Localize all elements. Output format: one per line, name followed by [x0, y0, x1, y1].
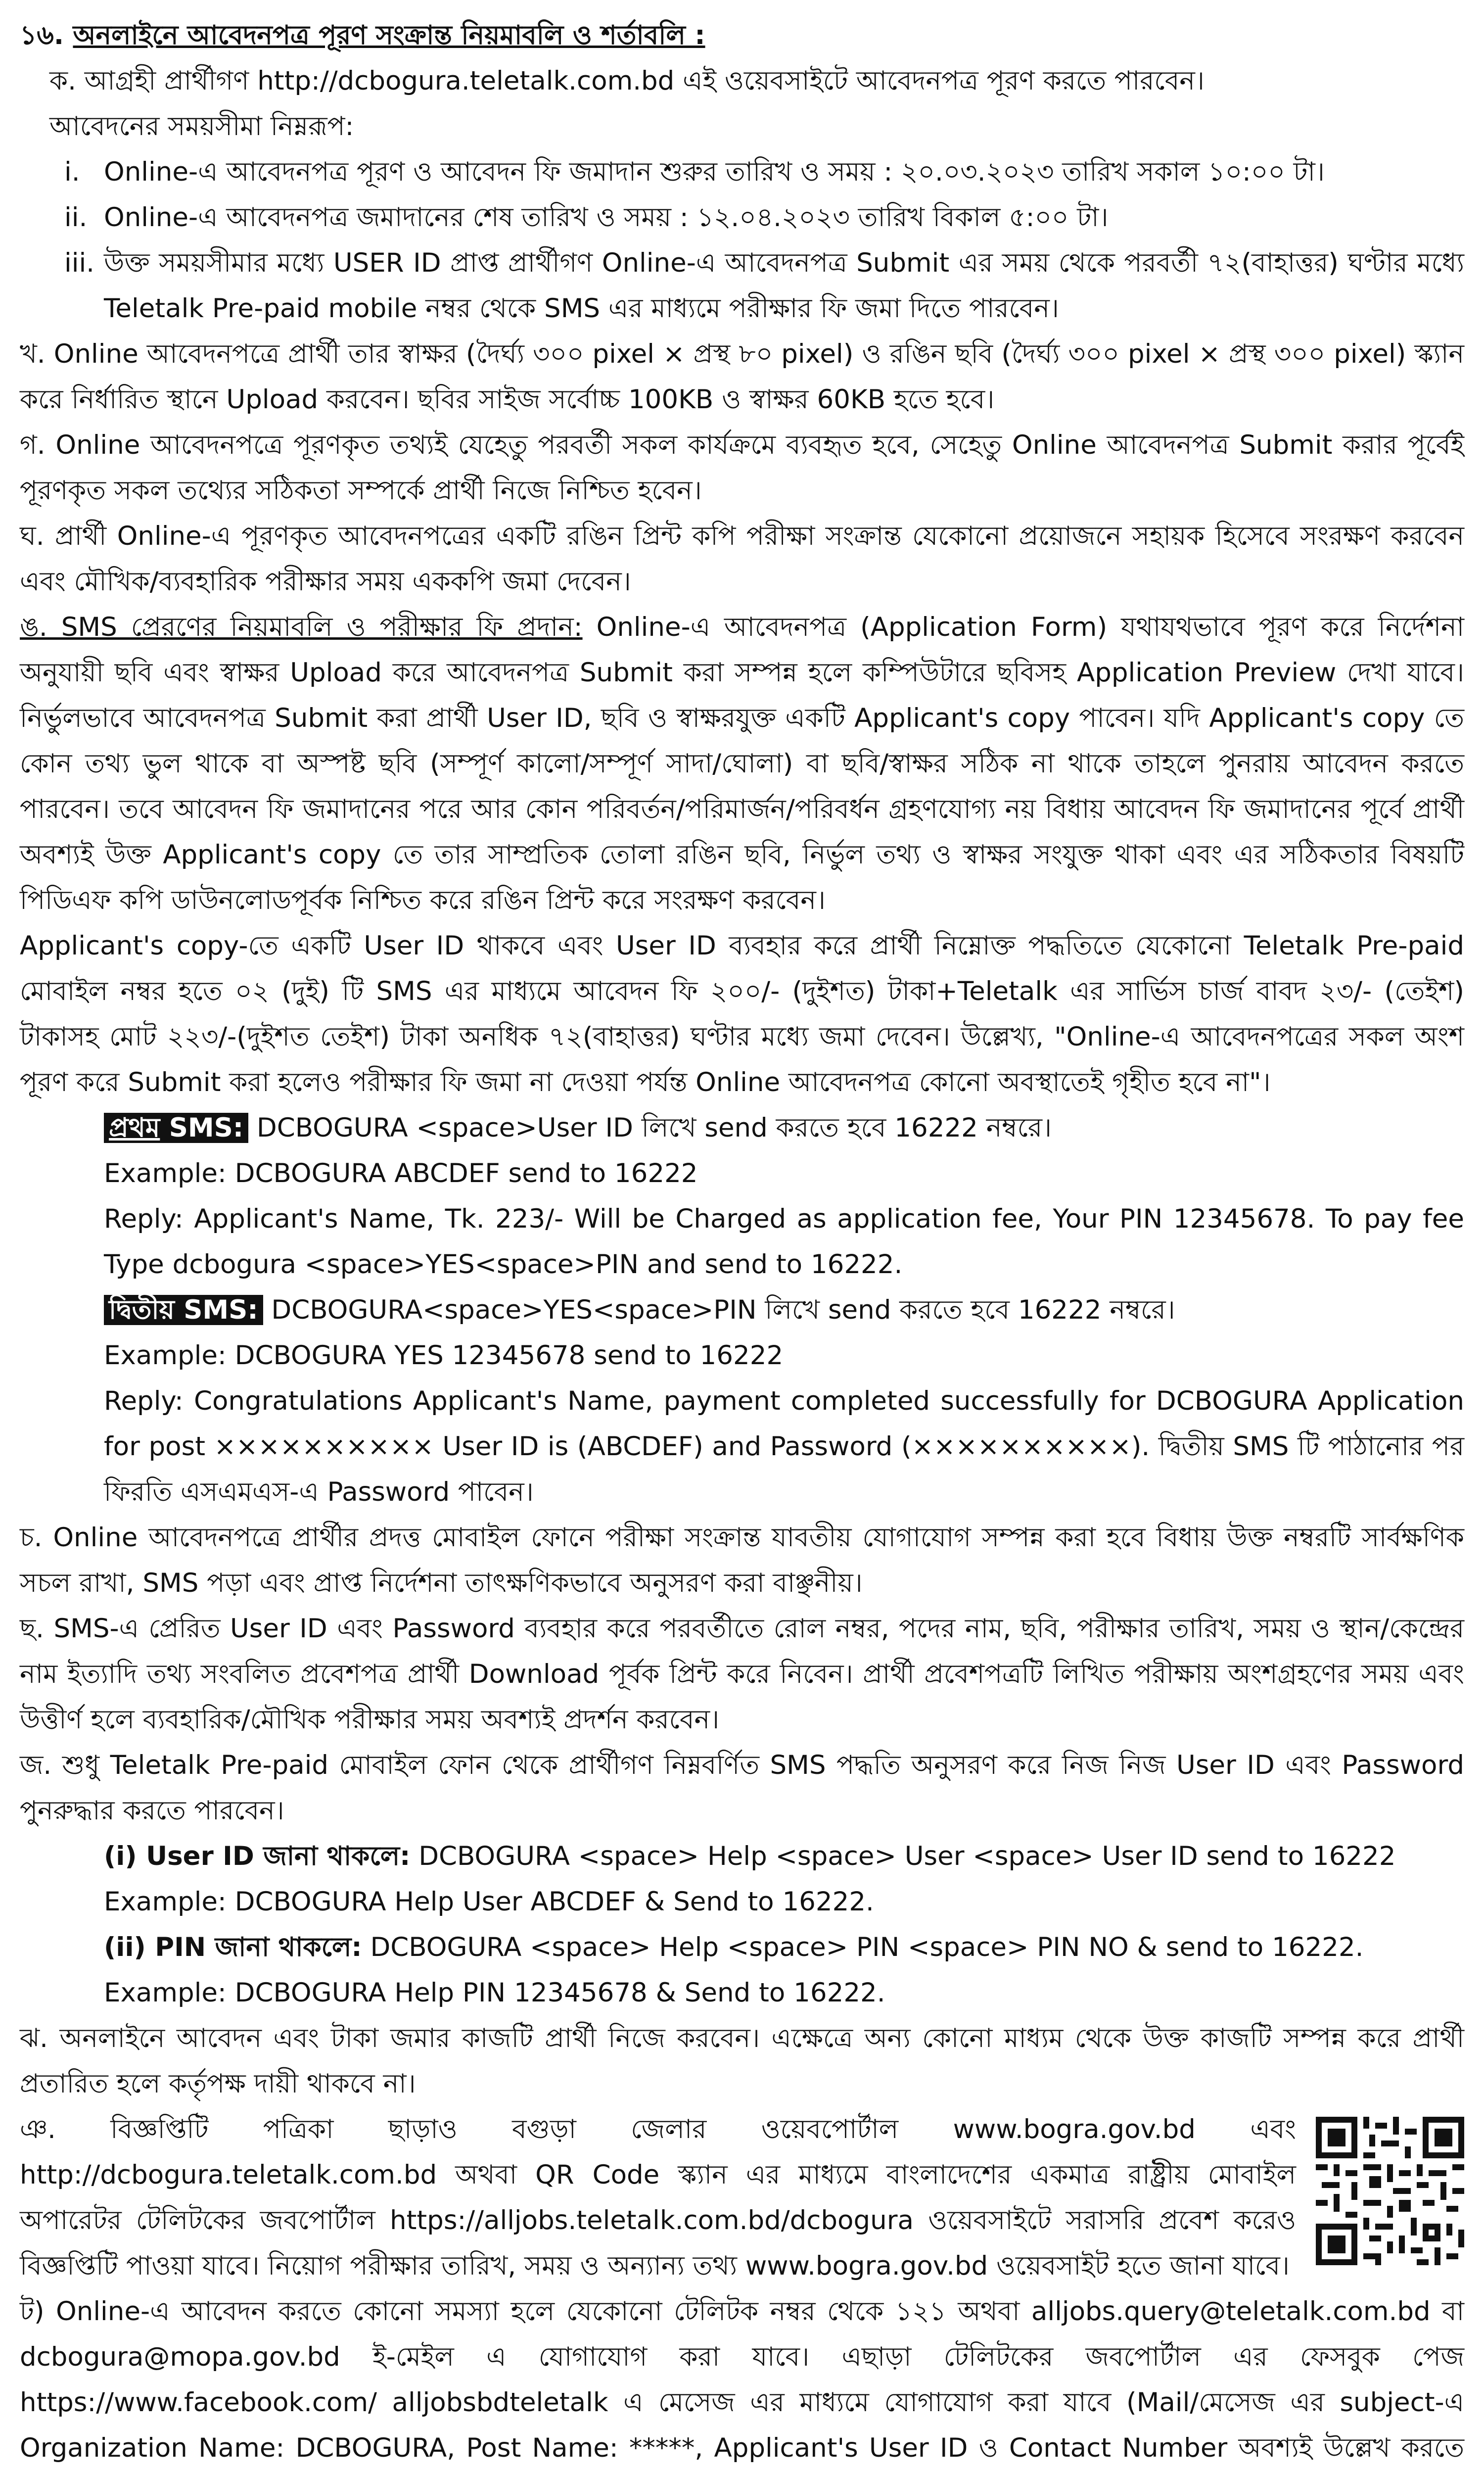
- time-item-text: উক্ত সময়সীমার মধ্যে USER ID প্রাপ্ত প্রার্থীগণ Online-এ আবেদনপত্র Submit এর সময় থেকে পরবর্তী ৭২(বাহাত্তর) ঘণ্টার মধ্যে Teletalk Pre-paid mobile নম্বর থেকে SMS এর মাধ্যমে পরীক্ষার ফি জমা দিতে পারবেন।: [104, 248, 1464, 324]
- sms-first-badge: [104, 1113, 248, 1143]
- clause-umo-text: Online-এ আবেদনপত্র (Application Form) যথাযথভাবে পূরণ করে নির্দেশনা অনুযায়ী ছবি এবং স্বাক্ষর Upload করে আবেদনপত্র Submit করা সম্পন্ন হলে কম্পিউটারে ছবিসহ Application Preview দেখা যাবে। নির্ভুলভাবে আবেদনপত্র Submit করা প্রার্থী User ID, ছবি ও স্বাক্ষরযুক্ত একটি Applicant's copy পাবেন। যদি Applicant's copy তে কোন তথ্য ভুল থাকে বা অস্পষ্ট ছবি (সম্পূর্ণ কালো/সম্পূর্ণ সাদা/ঘোলা) বা ছবি/স্বাক্ষর সঠিক না থাকে তাহলে পুনরায় আবেদন করতে পারবেন। তবে আবেদন ফি জমাদানের পরে আর কোন পরিবর্তন/পরিমার্জন/পরিবর্ধন গ্রহণযোগ্য নয় বিধায় আবেদন ফি জমাদানের পূর্বে প্রার্থী অবশ্যই উক্ত Applicant's copy তে তার সাম্প্রতিক তোলা রঙিন ছবি, নির্ভুল তথ্য ও স্বাক্ষর সংযুক্ত থাকা এবং এর সঠিকতার বিষয়টি পিডিএফ কপি ডাউনলোডপূর্বক নিশ্চিত করে রঙিন প্রিন্ট করে সংরক্ষণ করবেন।: [20, 612, 1464, 915]
- time-intro: আবেদনের সময়সীমা নিম্নরূপ:: [49, 111, 354, 142]
- section-title-text: অনলাইনে আবেদনপত্র পূরণ সংক্রান্ত নিয়মাবলি ও শর্তাবলি :: [73, 20, 705, 50]
- applicant-copy-paragraph: Applicant's copy-তে একটি User ID থাকবে এবং User ID ব্যবহার করে প্রার্থী নিম্নোক্ত পদ্ধতিতে যেকোনো Teletalk Pre-paid মোবাইল নম্বর হতে ০২ (দুই) টি SMS এর মাধ্যমে আবেদন ফি ২০০/- (দুইশত) টাকা+Teletalk এর সার্ভিস চার্জ বাবদ ২৩/- (তেইশ) টাকাসহ মোট ২২৩/-(দুইশত তেইশ) টাকা অনধিক ৭২(বাহাত্তর) ঘণ্টার মধ্যে জমা দেবেন। উল্লেখ্য, "Online-এ আবেদনপত্রের সকল অংশ পূরণ করে Submit করা হলেও পরীক্ষার ফি জমা না দেওয়া পর্যন্ত Online আবেদনপত্র কোনো অবস্থাতেই গৃহীত হবে না"।: [20, 931, 1464, 1097]
- clause-jha: ঝ. অনলাইনে আবেদন এবং টাকা জমার কাজটি প্রার্থী নিজে করবেন। এক্ষেত্রে অন্য কোনো মাধ্যম থেকে উক্ত কাজটি সম্পন্ন করে প্রার্থী প্রতারিত হলে কর্তৃপক্ষ দায়ী থাকবে না।: [20, 2023, 1464, 2099]
- clause-nya: ঞ. বিজ্ঞপ্তিটি পত্রিকা ছাড়াও বগুড়া জেলার ওয়েবপোর্টাল www.bogra.gov.bd এবং http://dcbogura.teletalk.com.bd অথবা QR Code স্ক্যান এর মাধ্যমে বাংলাদেশের একমাত্র রাষ্ট্রীয় মোবাইল অপারেটর টেলিটকের জবপোর্টাল https://alljobs.teletalk.com.bd/dcbogura ওয়েবসাইটে সরাসরি প্রবেশ করেও বিজ্ঞপ্তিটি পাওয়া যাবে। নিয়োগ পরীক্ষার তারিখ, সময় ও অন্যান্য তথ্য www.bogra.gov.bd ওয়েবসাইট হতে জানা যাবে।: [20, 2114, 1296, 2281]
- clause-nya-row: [20, 2107, 1464, 2289]
- section-number: ১৬.: [20, 20, 64, 50]
- section-title: [20, 13, 1464, 58]
- clause-chha: ছ. SMS-এ প্রেরিত User ID এবং Password ব্যবহার করে পরবর্তীতে রোল নম্বর, পদের নাম, ছবি, পরীক্ষার তারিখ, সময় ও স্থান/কেন্দ্রের নাম ইত্যাদি তথ্য সংবলিত প্রবেশপত্র প্রার্থী Download পূর্বক প্রিন্ট করে নিবেন। প্রার্থী প্রবেশপত্রটি লিখিত পরীক্ষায় অংশগ্রহণের সময় এবং উত্তীর্ণ হলে ব্যবহারিক/মৌখিক পরীক্ষার সময় অবশ্যই প্রদর্শন করবেন।: [20, 1614, 1464, 1735]
- clause-umo: [20, 605, 1464, 923]
- recover-pin-text: DCBOGURA <space> Help <space> PIN <space> PIN NO & send to 16222.: [362, 1932, 1364, 1962]
- recover-user-id-example: Example: DCBOGURA Help User ABCDEF & Send to 16222.: [104, 1887, 874, 1917]
- sms-second-example: Example: DCBOGURA YES 12345678 send to 16222: [104, 1340, 784, 1371]
- clause-gha: ঘ. প্রার্থী Online-এ পূরণকৃত আবেদনপত্রের একটি রঙিন প্রিন্ট কপি পরীক্ষা সংক্রান্ত যেকোনো প্রয়োজনে সহায়ক হিসেবে সংরক্ষণ করবেন এবং মৌখিক/ব্যবহারিক পরীক্ষার সময় এককপি জমা দেবেন।: [20, 521, 1464, 597]
- clause-kha: খ. Online আবেদনপত্রে প্রার্থী তার স্বাক্ষর (দৈর্ঘ্য ৩০০ pixel × প্রস্থ ৮০ pixel) ও রঙিন ছবি (দৈর্ঘ্য ৩০০ pixel × প্রস্থ ৩০০ pixel) স্ক্যান করে নির্ধারিত স্থানে Upload করবেন। ছবির সাইজ সর্বোচ্চ 100KB ও স্বাক্ষর 60KB হতে হবে।: [20, 339, 1464, 415]
- recover-user-id-text: DCBOGURA <space> Help <space> User <space> User ID send to 16222: [410, 1841, 1396, 1871]
- sms-second-reply: Reply: Congratulations Applicant's Name, payment completed successfully for DCBOGURA Application for post ×××××××××× User ID is (ABCDEF) and Password (××××××××××). দ্বিতীয় SMS টি পাঠানোর পর ফিরতি এসএমএস-এ Password পাবেন।: [104, 1386, 1464, 1507]
- sms-first-badge-rest: SMS:: [160, 1113, 244, 1143]
- notice-document: [20, 13, 1464, 2474]
- time-item-1: [20, 149, 1464, 195]
- clause-ta: ট) Online-এ আবেদন করতে কোনো সমস্যা হলে যেকোনো টেলিটক নম্বর থেকে ১২১ অথবা alljobs.query@teletalk.com.bd বা dcbogura@mopa.gov.bd ই-মেইল এ যোগাযোগ করা যাবে। এছাড়া টেলিটকের জবপোর্টাল এর ফেসবুক পেজ https://www.facebook.com/ alljobsbdteletalk এ মেসেজ এর মাধ্যমে যোগাযোগ করা যাবে (Mail/মেসেজ এর subject-এ Organization Name: DCBOGURA, Post Name: *****, Applicant's User ID ও Contact Number অবশ্যই উল্লেখ করতে: [20, 2296, 1464, 2463]
- sms-first-example: Example: DCBOGURA ABCDEF send to 16222: [104, 1158, 698, 1189]
- recover-pin: [20, 1925, 1464, 1970]
- recover-user-id: [20, 1834, 1464, 1879]
- sms-first-reply: Reply: Applicant's Name, Tk. 223/- Will be Charged as application fee, Your PIN 12345678. To pay fee Type dcbogura <space>YES<space>PIN and send to 16222.: [104, 1204, 1464, 1280]
- sms-second-text: DCBOGURA<space>YES<space>PIN লিখে send করতে হবে 16222 নম্বরে।: [263, 1295, 1175, 1325]
- time-item-2: [20, 195, 1464, 240]
- time-item-number: i.: [64, 157, 80, 187]
- sms-first-badge-bold: প্রথম: [109, 1113, 160, 1143]
- clause-cha: চ. Online আবেদনপত্রে প্রার্থীর প্রদত্ত মোবাইল ফোনে পরীক্ষা সংক্রান্ত যাবতীয় যোগাযোগ সম্পন্ন করা হবে বিধায় উক্ত নম্বরটি সার্বক্ষণিক সচল রাখা, SMS পড়া এবং প্রাপ্ত নির্দেশনা তাৎক্ষণিকভাবে অনুসরণ করা বাঞ্ছনীয়।: [20, 1522, 1464, 1598]
- sms-first: [20, 1105, 1464, 1151]
- sms-second: [20, 1287, 1464, 1333]
- clause-ka: ক. আগ্রহী প্রার্থীগণ http://dcbogura.teletalk.com.bd এই ওয়েবসাইটে আবেদনপত্র পূরণ করতে পারবেন।: [49, 66, 1205, 96]
- time-item-text: Online-এ আবেদনপত্র পূরণ ও আবেদন ফি জমাদান শুরুর তারিখ ও সময় : ২০.০৩.২০২৩ তারিখ সকাল ১০:০০ টা।: [104, 157, 1325, 187]
- clause-ja: জ. শুধু Teletalk Pre-paid মোবাইল ফোন থেকে প্রার্থীগণ নিম্নবর্ণিত SMS পদ্ধতি অনুসরণ করে নিজ নিজ User ID এবং Password পুনরুদ্ধার করতে পারবেন।: [20, 1750, 1464, 1826]
- time-item-text: Online-এ আবেদনপত্র জমাদানের শেষ তারিখ ও সময় : ১২.০৪.২০২৩ তারিখ বিকাল ৫:০০ টা।: [104, 202, 1109, 233]
- sms-first-text: DCBOGURA <space>User ID লিখে send করতে হবে 16222 নম্বরে।: [248, 1113, 1052, 1143]
- recover-pin-label: (ii) PIN জানা থাকলে:: [104, 1932, 362, 1962]
- sms-second-badge: দ্বিতীয় SMS:: [104, 1295, 263, 1325]
- time-item-number: ii.: [64, 202, 88, 233]
- clause-ga: গ. Online আবেদনপত্রে পূরণকৃত তথ্যই যেহেতু পরবর্তী সকল কার্যক্রমে ব্যবহৃত হবে, সেহেতু Online আবেদনপত্র Submit করার পূর্বেই পূরণকৃত সকল তথ্যের সঠিকতা সম্পর্কে প্রার্থী নিজে নিশ্চিত হবেন।: [20, 430, 1464, 506]
- clause-umo-heading: ঙ. SMS প্রেরণের নিয়মাবলি ও পরীক্ষার ফি প্রদান:: [20, 612, 583, 642]
- time-item-number: iii.: [64, 248, 95, 278]
- recover-pin-example: Example: DCBOGURA Help PIN 12345678 & Send to 16222.: [104, 1978, 885, 2008]
- time-item-3: [20, 240, 1464, 332]
- recover-user-id-label: (i) User ID জানা থাকলে:: [104, 1841, 411, 1871]
- qr-code-icon[interactable]: [1316, 2117, 1464, 2265]
